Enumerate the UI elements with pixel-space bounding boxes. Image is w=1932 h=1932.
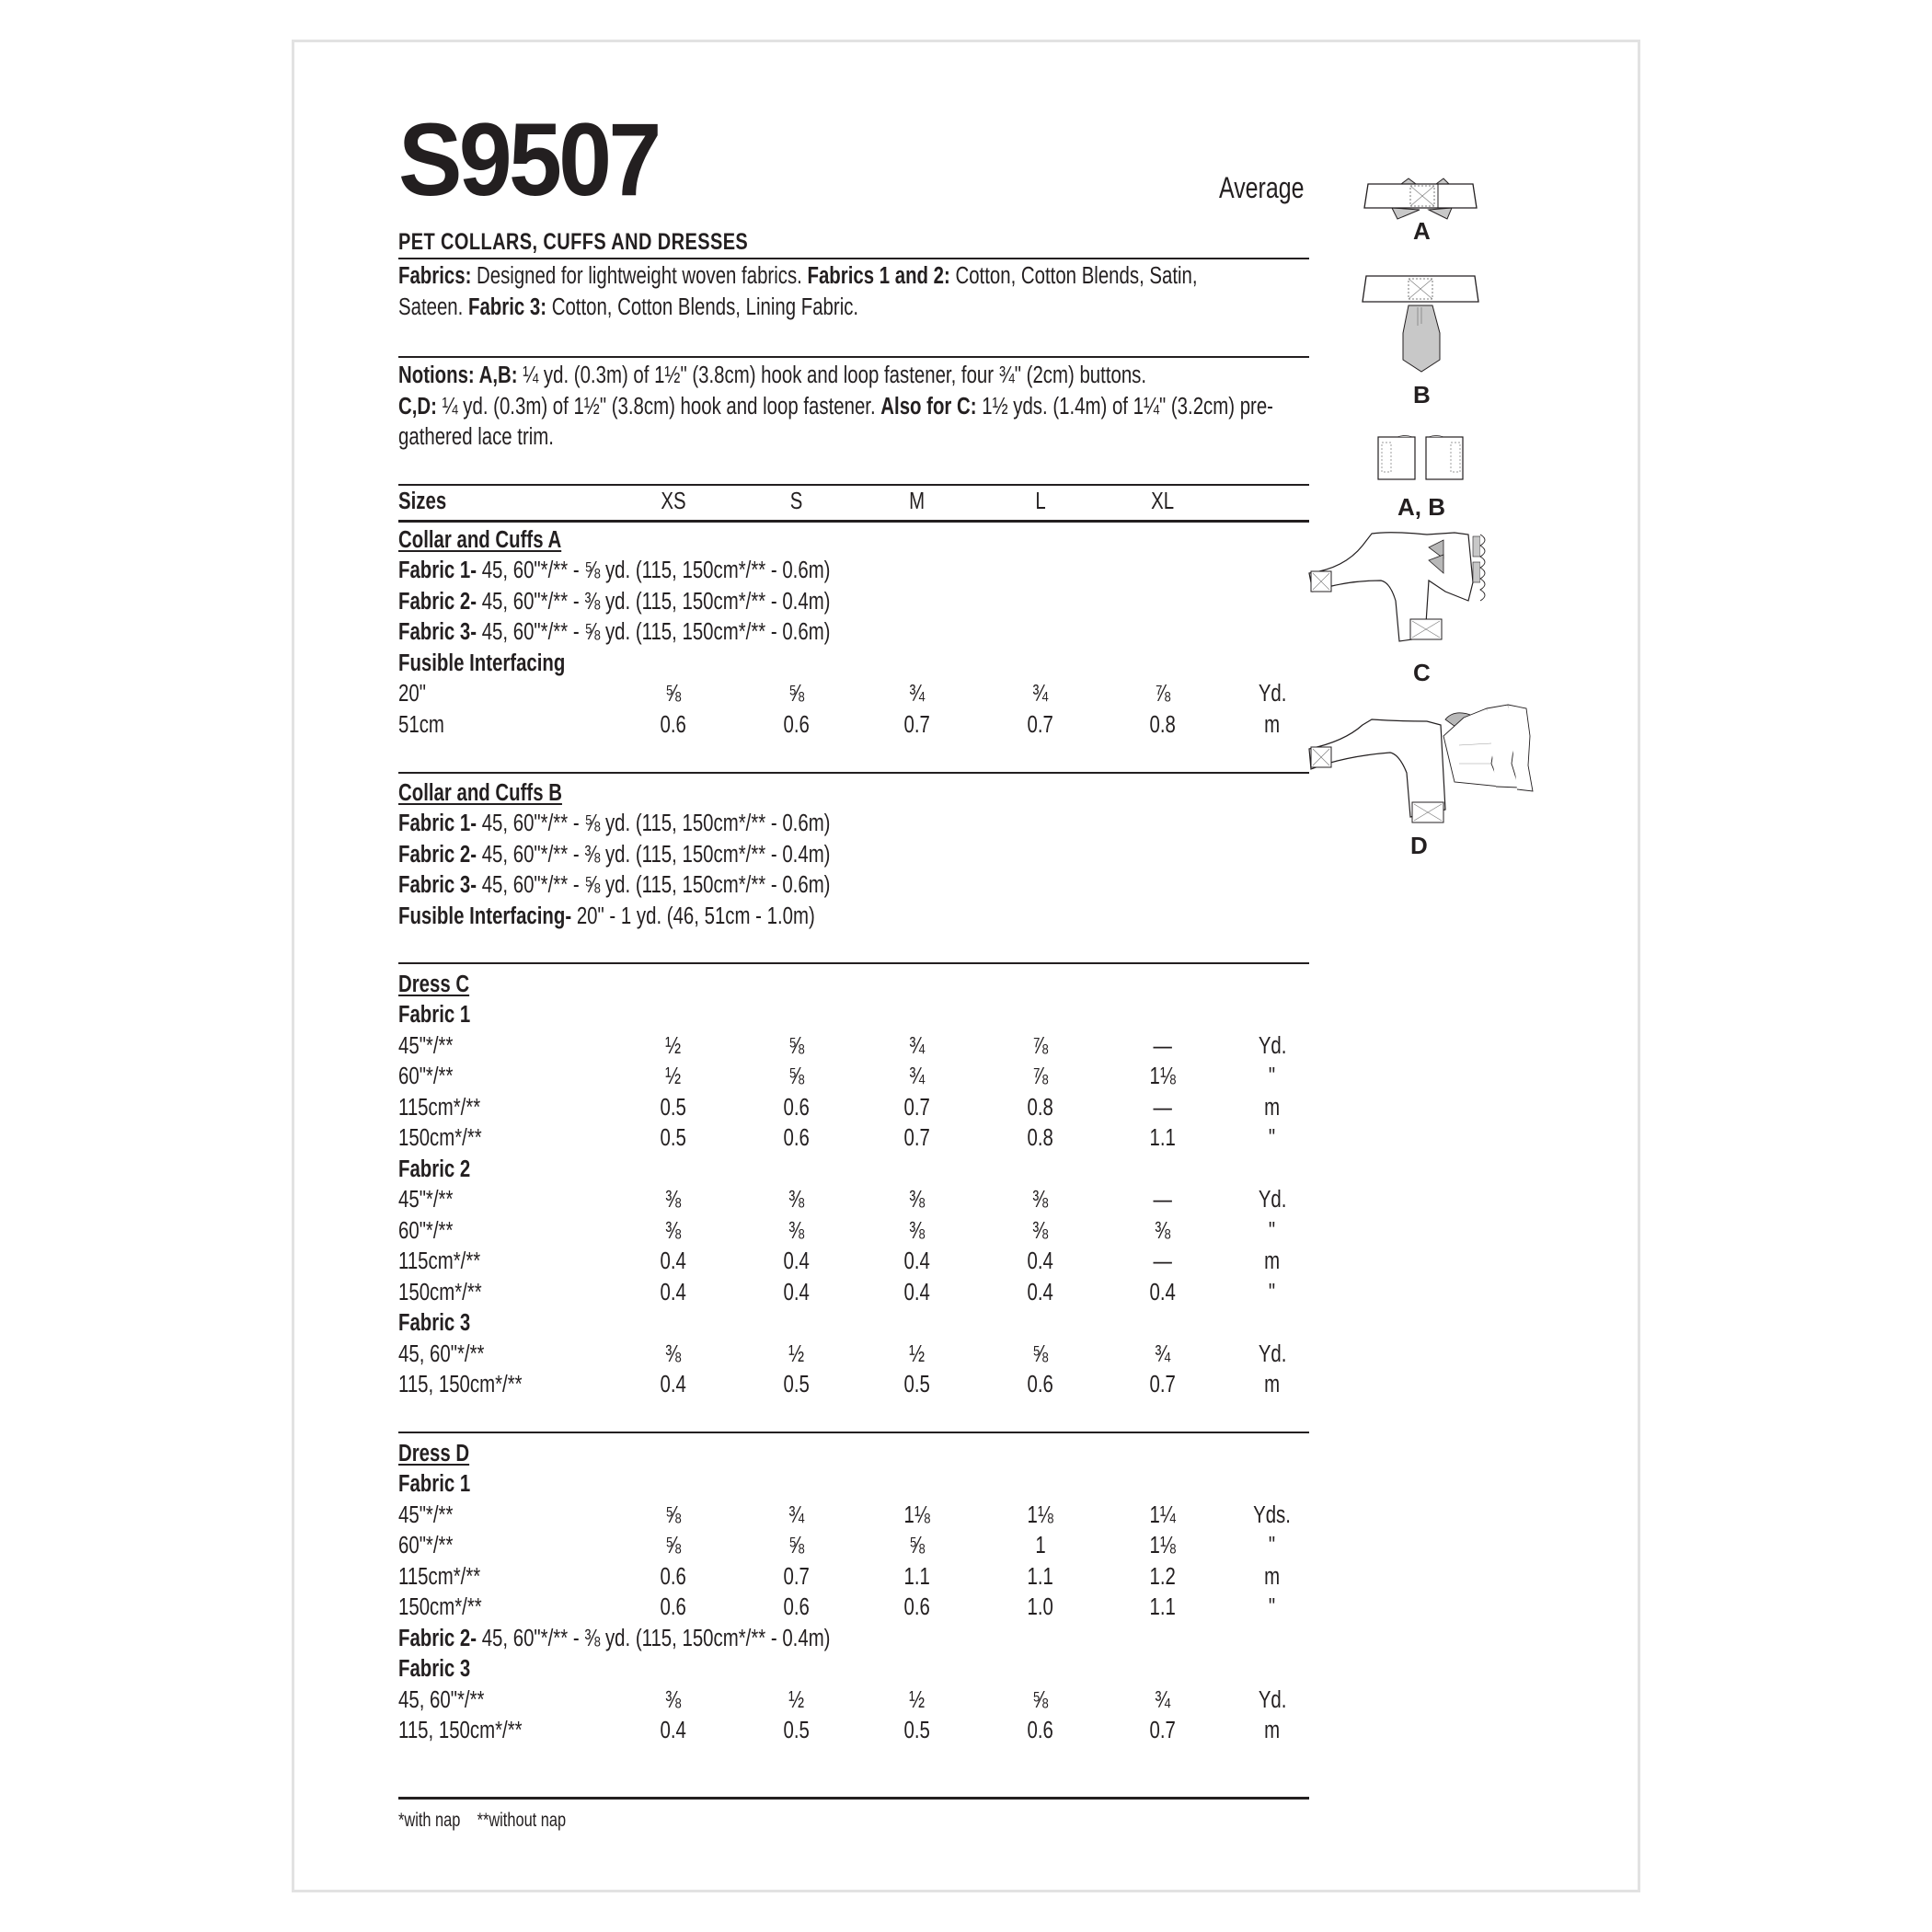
fabric-line: Fabric 1- 45, 60"*/** - ⅝ yd. (115, 150cm*/** - 0.6m) <box>398 811 831 836</box>
notions-paragraph: Notions: A,B: ¼ yd. (0.3m) of 1½" (3.8cm) hook and loop fastener, four ¾" (2cm) buttons. C,D: ¼ yd. (0.3m) of 1½" (3.8cm) hook and loop fastener. Also for C: 1½ yds. (1.4m) of 1¼" (3.2cm) pre-gathered lace trim. <box>398 362 1273 450</box>
yardage-row: 115cm*/** 0.4 0.4 0.4 0.4 — m <box>398 1248 1281 1274</box>
yardage-row: 45"*/** ⅜ ⅜ ⅜ ⅜ — Yd. <box>398 1187 1287 1213</box>
divider <box>398 258 1309 259</box>
divider <box>398 520 1309 523</box>
pattern-number: S9507 <box>398 102 659 217</box>
yardage-row: 115cm*/** 0.5 0.6 0.7 0.8 — m <box>398 1095 1281 1121</box>
yardage-row: 20" ⅝ ⅝ ¾ ¾ ⅞ Yd. <box>398 681 1287 707</box>
size-s: S <box>790 489 803 514</box>
sizes-header-row: Sizes XS S M L XL <box>398 487 1309 517</box>
yardage-row: 51cm 0.6 0.6 0.7 0.7 0.8 m <box>398 712 1281 738</box>
size-xs: XS <box>661 489 686 514</box>
yardage-row: 45"*/** ⅝ ¾ 1⅛ 1⅛ 1¼ Yds. <box>398 1502 1292 1528</box>
yardage-row: 60"*/** ⅝ ⅝ ⅝ 1 1⅛ " <box>398 1533 1276 1558</box>
dress-c-lace-icon <box>1307 527 1528 647</box>
section-heading: Collar and Cuffs A <box>398 527 562 553</box>
fabric-line: Fabric 3- 45, 60"*/** - ⅝ yd. (115, 150cm*/** - 0.6m) <box>398 872 831 898</box>
subsection-heading: Fabric 1 <box>398 1471 471 1497</box>
divider <box>398 772 1309 774</box>
section-heading: Dress C <box>398 972 470 997</box>
view-label-b: B <box>1413 381 1431 408</box>
yardage-row: 150cm*/** 0.6 0.6 0.6 1.0 1.1 " <box>398 1594 1276 1620</box>
fabric-line: Fabric 1- 45, 60"*/** - ⅝ yd. (115, 150cm*/** - 0.6m) <box>398 558 831 583</box>
view-label-ab: A, B <box>1397 493 1445 521</box>
yardage-row: 115cm*/** 0.6 0.7 1.1 1.1 1.2 m <box>398 1564 1281 1590</box>
fabrics-paragraph: Fabrics: Designed for lightweight woven fabrics. Fabrics 1 and 2: Cotton, Cotton Blends, Satin, Sateen. Fabric 3: Cotton, Cotton Blends, Lining Fabric. <box>398 263 1198 320</box>
view-label-c: C <box>1413 659 1431 686</box>
yardage-row: 115, 150cm*/** 0.4 0.5 0.5 0.6 0.7 m <box>398 1372 1281 1397</box>
subsection-heading: Fabric 3 <box>398 1310 471 1336</box>
yardage-row: 60"*/** ⅜ ⅜ ⅜ ⅜ ⅜ " <box>398 1218 1276 1244</box>
yardage-row: 150cm*/** 0.4 0.4 0.4 0.4 0.4 " <box>398 1280 1276 1305</box>
divider <box>398 962 1309 964</box>
yardage-row: 150cm*/** 0.5 0.6 0.7 0.8 1.1 " <box>398 1125 1276 1151</box>
section-heading: Dress D <box>398 1441 470 1466</box>
cuffs-icon <box>1377 434 1469 482</box>
collar-with-bow-icon <box>1364 175 1479 216</box>
divider <box>398 1432 1309 1433</box>
dress-d-ruffle-icon <box>1307 699 1528 828</box>
divider <box>398 484 1309 486</box>
yardage-row: 45, 60"*/** ⅜ ½ ½ ⅝ ¾ Yd. <box>398 1687 1287 1713</box>
yardage-row: 45, 60"*/** ⅜ ½ ½ ⅝ ¾ Yd. <box>398 1341 1287 1367</box>
divider <box>398 356 1309 358</box>
nap-footnote: *with nap **without nap <box>398 1810 567 1831</box>
subsection-heading: Fabric 1 <box>398 1002 471 1028</box>
fabric-line: Fabric 2- 45, 60"*/** - ⅜ yd. (115, 150cm*/** - 0.4m) <box>398 1626 831 1651</box>
difficulty-level: Average <box>1219 171 1305 204</box>
yardage-row: 115, 150cm*/** 0.4 0.5 0.5 0.6 0.7 m <box>398 1718 1281 1743</box>
yardage-row: 60"*/** ½ ⅝ ¾ ⅞ 1⅛ " <box>398 1064 1276 1089</box>
fabric-line: Fusible Interfacing- 20" - 1 yd. (46, 51cm - 1.0m) <box>398 903 815 929</box>
fabric-line: Fabric 2- 45, 60"*/** - ⅜ yd. (115, 150cm*/** - 0.4m) <box>398 842 831 868</box>
subsection-heading: Fabric 3 <box>398 1656 471 1682</box>
subsection-heading: Fabric 2 <box>398 1156 471 1182</box>
collar-with-tie-icon <box>1363 272 1482 374</box>
divider <box>398 1797 1309 1800</box>
pattern-title: PET COLLARS, CUFFS AND DRESSES <box>398 229 749 255</box>
size-m: M <box>909 489 926 514</box>
view-label-a: A <box>1413 217 1431 245</box>
subsection-heading: Fusible Interfacing <box>398 650 566 676</box>
size-l: L <box>1035 489 1046 514</box>
section-heading: Collar and Cuffs B <box>398 780 562 806</box>
view-label-d: D <box>1410 832 1428 859</box>
size-xl: XL <box>1151 489 1175 514</box>
yardage-row: 45"*/** ½ ⅝ ¾ ⅞ — Yd. <box>398 1033 1287 1059</box>
fabric-line: Fabric 3- 45, 60"*/** - ⅝ yd. (115, 150cm*/** - 0.6m) <box>398 619 831 645</box>
fabric-line: Fabric 2- 45, 60"*/** - ⅜ yd. (115, 150cm*/** - 0.4m) <box>398 589 831 615</box>
